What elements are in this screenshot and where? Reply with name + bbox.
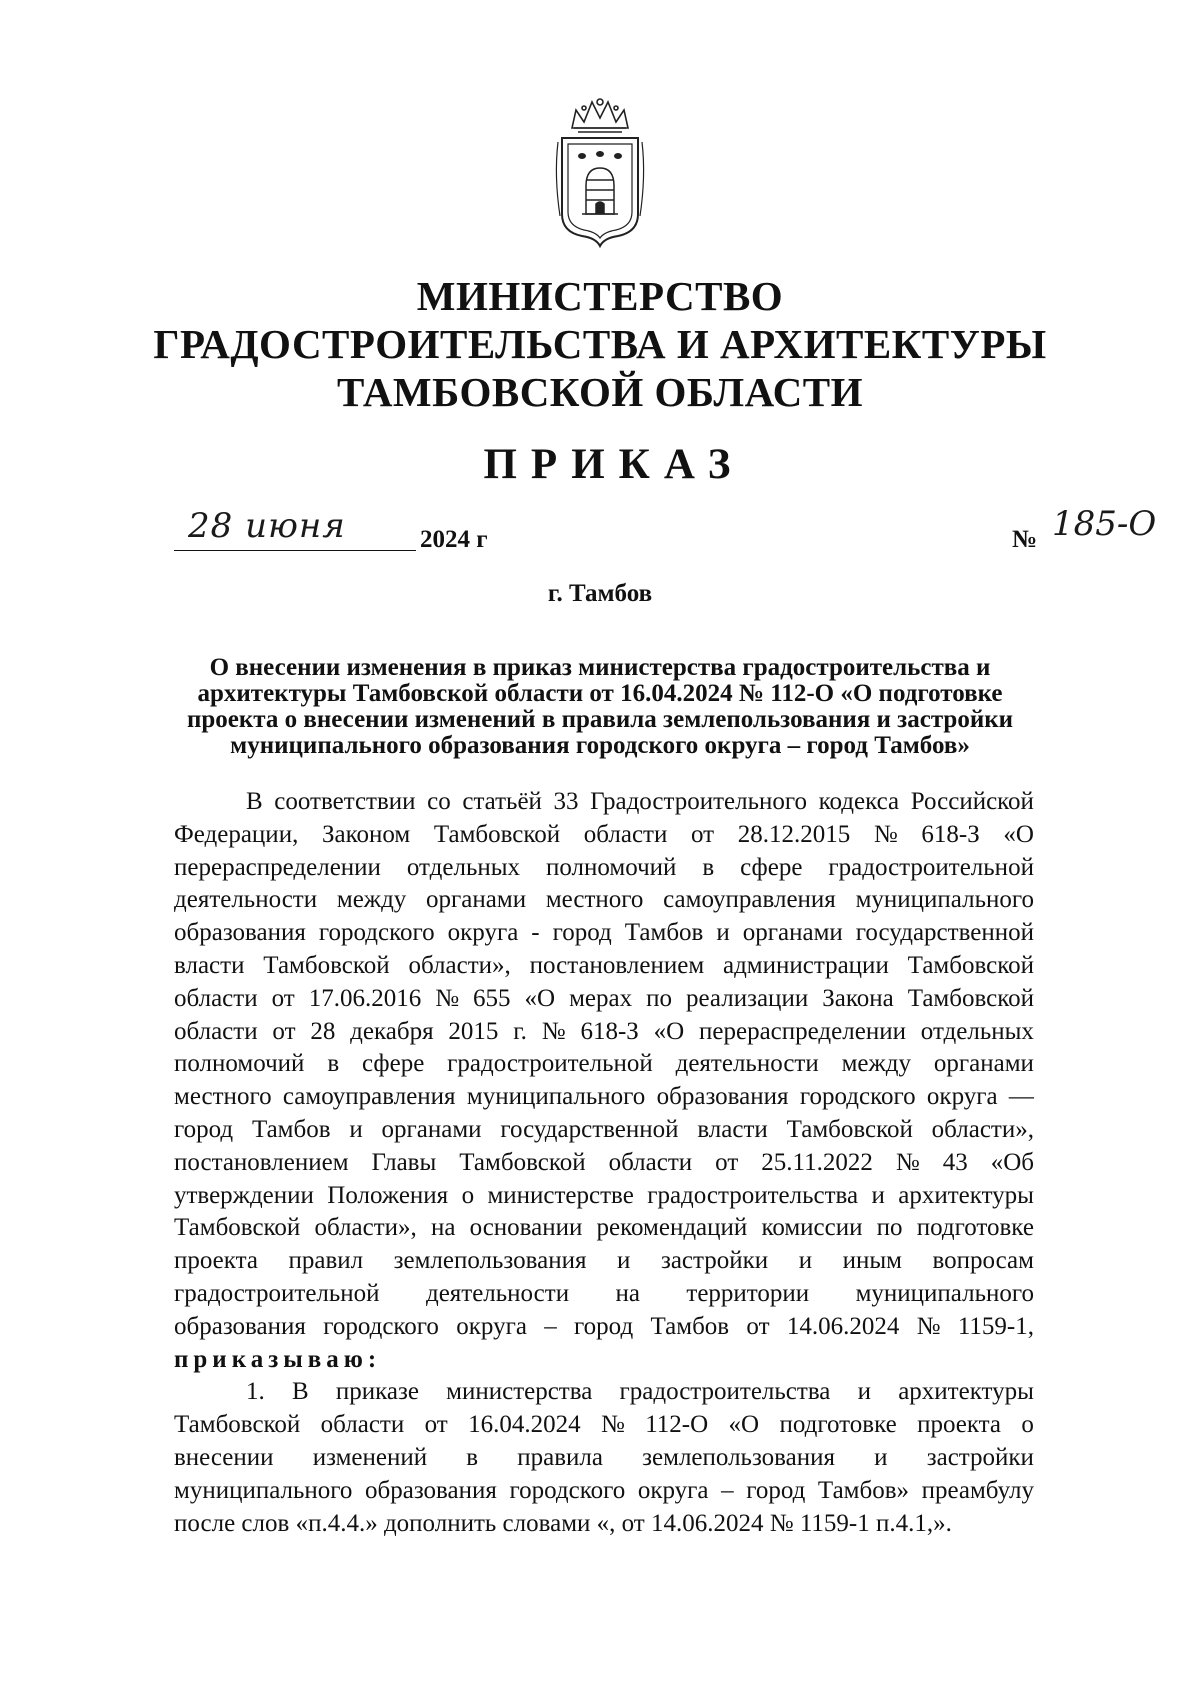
text-line: Федерации, Законом Тамбовской области от 28.12.2015 № 618-З «О xyxy=(174,820,1034,848)
decree-word: приказываю: xyxy=(174,1345,382,1373)
subject-line: архитектуры Тамбовской области от 16.04.2024 № 112-О «О подготовке xyxy=(197,680,1003,707)
subject-line: О внесении изменения в приказ министерства градостроительства и xyxy=(209,654,991,681)
order-body xyxy=(174,786,1034,1540)
subject-line: проекта о внесении изменений в правила землепользования и застройки xyxy=(186,706,1014,733)
ministry-line-2: ГРАДОСТРОИТЕЛЬСТВА И АРХИТЕКТУРЫ xyxy=(153,321,1047,367)
preamble-paragraph xyxy=(174,786,1034,1344)
text-line: градостроительной деятельности на территории муниципального xyxy=(174,1279,1034,1307)
ministry-line-1: МИНИСТЕРСТВО xyxy=(416,273,784,319)
text-line: утверждении Положения о министерстве градостроительства и архитектуры xyxy=(174,1181,1034,1209)
text-line: власти Тамбовской области», постановлением администрации Тамбовской xyxy=(174,951,1034,979)
text-line: Тамбовской области», на основании рекомендаций комиссии по подготовке xyxy=(174,1214,1034,1242)
text-line: области от 17.06.2016 № 655 «О мерах по реализации Закона Тамбовской xyxy=(174,984,1034,1012)
text-line: деятельности между органами местного самоуправления муниципального xyxy=(174,886,1034,914)
item-1-paragraph xyxy=(174,1376,1034,1540)
text-line: В соответствии со статьёй 33 Градостроительного кодекса Российской xyxy=(246,788,1034,815)
number-sign: № xyxy=(1012,526,1038,553)
coat-of-arms-emblem xyxy=(552,96,648,254)
order-subject xyxy=(150,655,1050,759)
subject-line: муниципального образования городского округа – город Тамбов» xyxy=(230,732,970,759)
text-line: муниципального образования городского округа – город Тамбов» преамбулу xyxy=(174,1476,1034,1504)
text-line: город Тамбов и органами государственной власти Тамбовской области», xyxy=(174,1115,1034,1143)
ministry-line-3: ТАМБОВСКОЙ ОБЛАСТИ xyxy=(337,369,863,415)
text-line: внесении изменений в правила землепользования и застройки xyxy=(174,1443,1034,1471)
city-name: г. Тамбов xyxy=(547,580,653,607)
text-line: Тамбовской области от 16.04.2024 № 112-О «О подготовке проекта о xyxy=(174,1411,1034,1439)
handwritten-date: 28 июня xyxy=(188,506,346,546)
text-line: образования городского округа – город Тамбов от 14.06.2024 № 1159-1, xyxy=(174,1312,1034,1340)
date-underline xyxy=(174,550,416,551)
order-number xyxy=(1012,504,1192,554)
text-line: области от 28 декабря 2015 г. № 618-З «О перераспределении отдельных xyxy=(174,1017,1034,1045)
text-line: 1. В приказе министерства градостроительства и архитектуры xyxy=(246,1378,1034,1406)
handwritten-number: 185-О xyxy=(1052,504,1157,544)
order-title: ПРИКАЗ xyxy=(483,441,745,488)
order-date xyxy=(174,506,504,554)
text-line: местного самоуправления муниципального образования городского округа — xyxy=(174,1083,1034,1111)
text-line: постановлением Главы Тамбовской области от 25.11.2022 № 43 «Об xyxy=(174,1148,1034,1176)
decree-line xyxy=(174,1344,1034,1377)
text-line: проекта правил землепользования и застройки и иным вопросам xyxy=(174,1247,1034,1275)
text-line: после слов «п.4.4.» дополнить словами «, от 14.06.2024 № 1159-1 п.4.1,». xyxy=(174,1509,952,1537)
text-line: образования городского округа - город Тамбов и органами государственной xyxy=(174,919,1034,947)
text-line: перераспределении отдельных полномочий в сфере градостроительной xyxy=(174,853,1034,881)
date-year: 2024 г xyxy=(420,526,488,553)
text-line: полномочий в сфере градостроительной деятельности между органами xyxy=(174,1050,1034,1078)
ministry-name xyxy=(150,272,1050,416)
